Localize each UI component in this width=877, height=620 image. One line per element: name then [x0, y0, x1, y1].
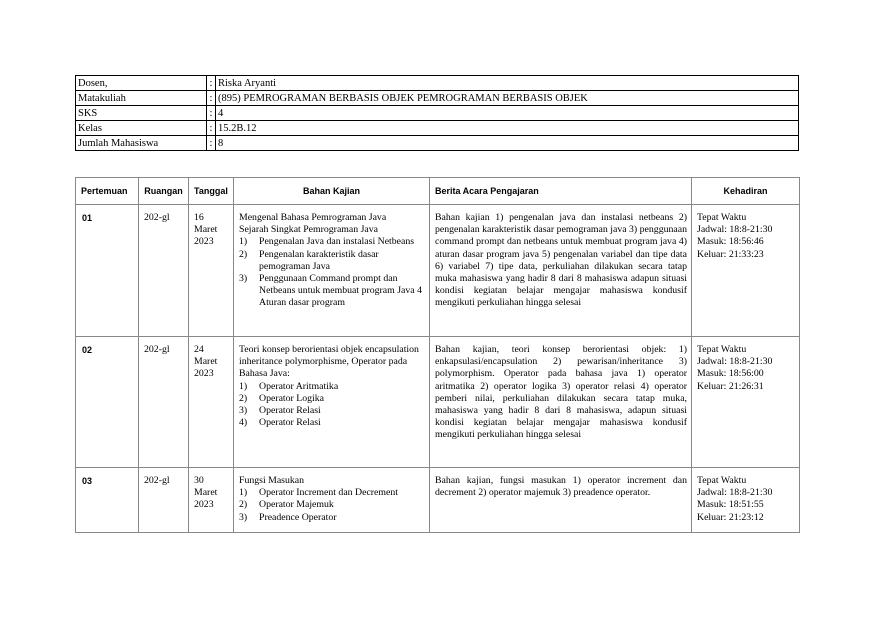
date-cell — [189, 337, 234, 468]
date-day: 30 — [194, 475, 204, 486]
attendance-in: Masuk: 18:56:00 — [697, 368, 764, 380]
date-year: 2023 — [194, 499, 214, 511]
info-value: 8 — [216, 136, 799, 151]
teaching-report: Bahan kajian, fungsi masukan 1) operator increment dan decrement 2) operator majemuk 3) preadence operator. — [430, 468, 692, 533]
meeting-log-table — [75, 177, 800, 533]
attendance-in: Masuk: 18:56:46 — [697, 236, 764, 248]
topic-item: Penggunaan Command prompt dan Netbeans untuk membuat program Java 4 Aturan dasar program — [259, 273, 422, 309]
date-month: Maret — [194, 356, 218, 368]
info-label: Matakuliah — [76, 91, 207, 106]
meeting-log-header — [76, 178, 800, 205]
attendance-cell — [692, 468, 800, 533]
info-value: 4 — [216, 106, 799, 121]
header-row — [76, 178, 800, 205]
topic-item: Operator Relasi — [259, 405, 321, 417]
attendance-schedule: Jadwal: 18:8-21:30 — [697, 487, 773, 499]
teaching-report: Bahan kajian 1) pengenalan java dan instalasi netbeans 2) pengenalan karakteristik dasar pemograman java 3) penggunaan command prompt dan netbeans untuk membuat program java 4) aturan dasar program java 5) pengenalan variabel dan tipe data 6) variabel 7) tipe data, perkuliahan dilakukan secara tatap muka mahasiswa yang hadir 8 dari 8 mahasiswa adapun situasi kondisi kegiatan belajar mengajar mahasiswa kondusif mengikuti perkuliahan hingga selesai — [430, 205, 692, 337]
topic-list — [239, 487, 425, 524]
column-header-tanggal: Tanggal — [189, 178, 234, 205]
info-label: Dosen, — [76, 76, 207, 91]
attendance-in: Masuk: 18:51:55 — [697, 499, 764, 511]
date-cell — [189, 468, 234, 533]
column-header-berita-acara: Berita Acara Pengajaran — [430, 178, 692, 205]
topic-item: Pengenalan karakteristik dasar pemograman Java — [259, 248, 379, 272]
attendance-out: Keluar: 21:23:12 — [697, 511, 764, 523]
date-day: 24 — [194, 344, 204, 355]
attendance-cell — [692, 205, 800, 337]
attendance-schedule: Jadwal: 18:8-21:30 — [697, 224, 773, 236]
course-info-table — [75, 75, 799, 151]
info-separator: : — [207, 136, 216, 151]
room: 202-gl — [139, 205, 189, 337]
info-separator: : — [207, 121, 216, 136]
topic-intro-line: Sejarah Singkat Pemrograman Java — [239, 224, 379, 236]
topic-item: Operator Majemuk — [259, 499, 334, 511]
column-header-bahan-kajian: Bahan Kajian — [234, 178, 430, 205]
info-separator: : — [207, 91, 216, 106]
date-cell — [189, 205, 234, 337]
meeting-log-body — [76, 205, 800, 533]
room: 202-gl — [139, 337, 189, 468]
info-row-matakuliah — [76, 91, 799, 106]
info-separator: : — [207, 76, 216, 91]
meeting-number: 02 — [76, 337, 139, 468]
info-value: 15.2B.12 — [216, 121, 799, 136]
topic-list — [239, 236, 425, 309]
topic-list — [239, 381, 425, 430]
attendance-status: Tepat Waktu — [697, 475, 747, 486]
topic-cell — [234, 205, 430, 337]
attendance-out: Keluar: 21:26:31 — [697, 380, 764, 392]
date-year: 2023 — [194, 368, 214, 380]
info-row-dosen — [76, 76, 799, 91]
topic-cell — [234, 337, 430, 468]
teaching-report: Bahan kajian, teori konsep berorientasi objek: 1) enkapsulasi/encapsulation 2) pewarisan/inheritance 3) polymorphism. Operator pada bahasa java 1) operator aritmatika 2) operator logika 3) operator relasi 4) operator pemberi nilai, perkuliahan dilakukan secara tatap muka, mahasiswa yang hadir 8 dari 8 mahasiswa, adapun situasi kondisi kegiatan belajar mengajar mahasiswa kondusif mengikuti perkuliahan hingga selesai — [430, 337, 692, 468]
info-row-jumlah-mahasiswa — [76, 136, 799, 151]
topic-item: Operator Logika — [259, 392, 325, 404]
date-year: 2023 — [194, 236, 214, 248]
info-row-kelas — [76, 121, 799, 136]
info-value: (895) PEMROGRAMAN BERBASIS OBJEK PEMROGRAMAN BERBASIS OBJEK — [216, 91, 799, 106]
date-day: 16 — [194, 212, 204, 223]
attendance-schedule: Jadwal: 18:8-21:30 — [697, 356, 773, 368]
date-month: Maret — [194, 487, 218, 499]
topic-cell — [234, 468, 430, 533]
info-label: Jumlah Mahasiswa — [76, 136, 207, 151]
meeting-number: 03 — [76, 468, 139, 533]
info-label: Kelas — [76, 121, 207, 136]
info-label: SKS — [76, 106, 207, 121]
topic-item: Preadence Operator — [259, 511, 337, 523]
attendance-cell — [692, 337, 800, 468]
topic-item: Operator Aritmatika — [259, 380, 339, 392]
column-header-ruangan: Ruangan — [139, 178, 189, 205]
table-row — [76, 337, 800, 468]
topic-intro-line: Teori konsep berorientasi objek encapsulation inheritance polymorphisme, Operator pada Bahasa Java: — [239, 344, 419, 380]
info-row-sks — [76, 106, 799, 121]
column-header-pertemuan: Pertemuan — [76, 178, 139, 205]
topic-intro-line: Fungsi Masukan — [239, 475, 305, 486]
topic-item: Pengenalan Java dan instalasi Netbeans — [259, 236, 415, 248]
info-separator: : — [207, 106, 216, 121]
table-row — [76, 468, 800, 533]
column-header-kehadiran: Kehadiran — [692, 178, 800, 205]
attendance-status: Tepat Waktu — [697, 212, 747, 223]
topic-item: Operator Relasi — [259, 417, 321, 429]
attendance-out: Keluar: 21:33:23 — [697, 248, 764, 260]
topic-item: Operator Increment dan Decrement — [259, 487, 398, 499]
meeting-number: 01 — [76, 205, 139, 337]
attendance-status: Tepat Waktu — [697, 344, 747, 355]
course-info-body — [76, 76, 799, 151]
date-month: Maret — [194, 224, 218, 236]
room: 202-gl — [139, 468, 189, 533]
table-row — [76, 205, 800, 337]
info-value: Riska Aryanti — [216, 76, 799, 91]
topic-intro-line: Mengenal Bahasa Pemrograman Java — [239, 212, 387, 223]
